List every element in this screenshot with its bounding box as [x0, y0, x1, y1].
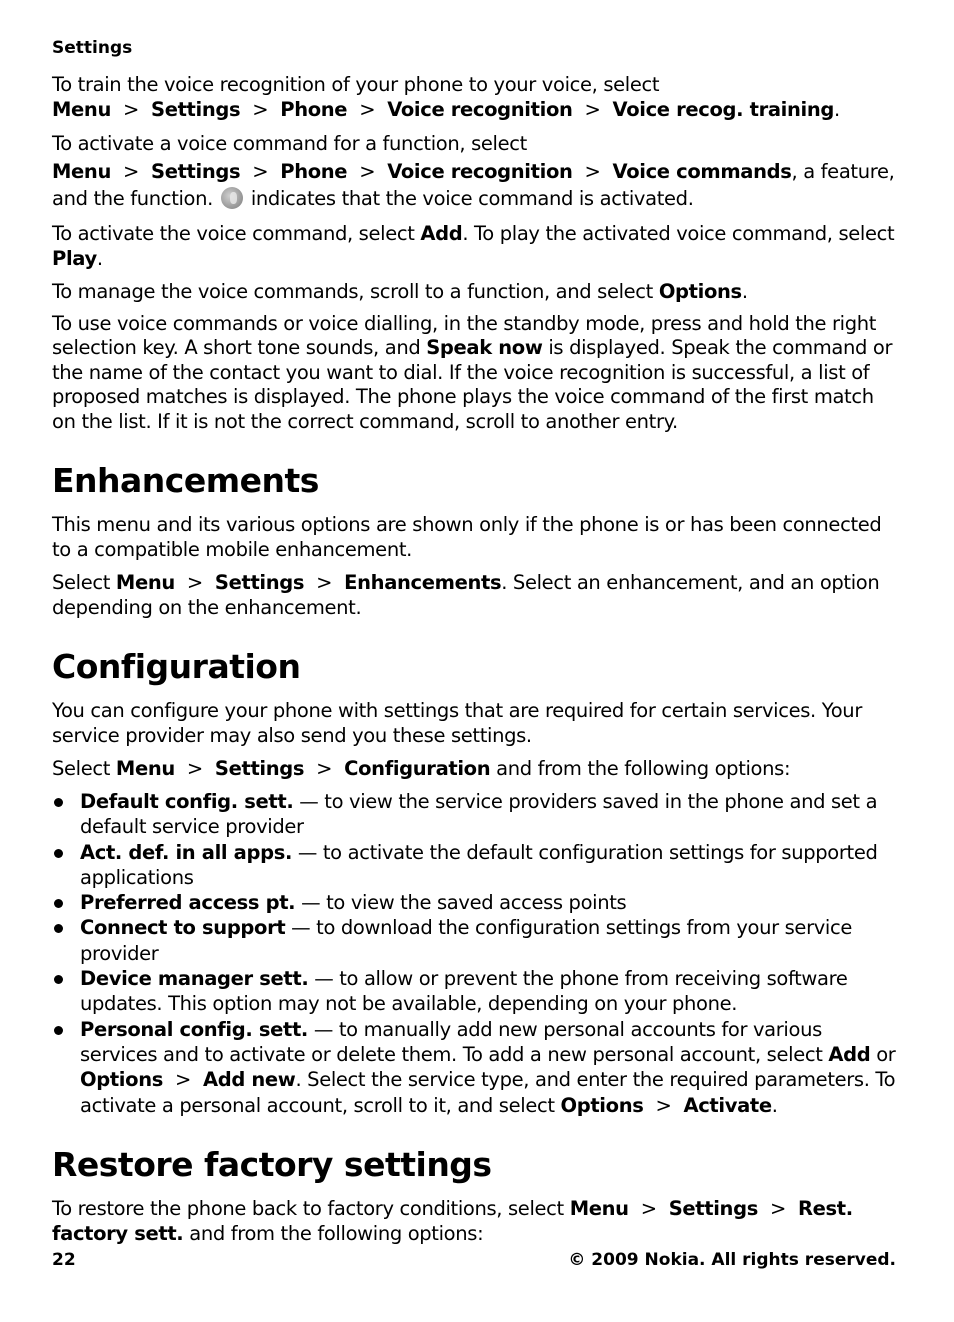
paragraph-voice-commands: To activate a voice command for a function, select Menu > Settings > Phone > Voice recognition > Voice commands, a feature, and the function. indicates that the voice command is activated.	[52, 132, 895, 210]
configuration-options-list	[52, 789, 896, 1118]
running-header: Settings	[52, 38, 133, 58]
paragraph-restore: To restore the phone back to factory conditions, select Menu > Settings > Rest. factory sett. and from the following options:	[52, 1196, 853, 1245]
paragraph-enhancements-select: Select Menu > Settings > Enhancements. Select an enhancement, and an option depending on the enhancement.	[52, 571, 880, 619]
bullet-icon	[54, 1026, 63, 1035]
document-page	[52, 38, 896, 1254]
paragraph-use-voice-commands: To use voice commands or voice dialling, in the standby mode, press and hold the right selection key. A short tone sounds, and Speak now is displayed. Speak the command or the name of the contact you want to dial. If the voice recognition is successful, a list of proposed matches is displayed. The phone plays the voice command of the first match on the list. If it is not the correct command, scroll to another entry.	[52, 311, 893, 433]
paragraph-configuration-select: Select Menu > Settings > Configuration and from the following options:	[52, 757, 791, 780]
bullet-icon	[54, 849, 63, 858]
paragraph-configuration-intro: You can configure your phone with settings that are required for certain services. Your service provider may also send you these settings.	[52, 699, 862, 747]
list-item: Preferred access pt. — to view the saved access points	[52, 890, 896, 915]
list-item: Act. def. in all apps. — to activate the default configuration settings for supported applications	[52, 840, 896, 891]
page-number: 22	[52, 1250, 76, 1270]
paragraph-manage-commands: To manage the voice commands, scroll to a function, and select Options.	[52, 279, 748, 303]
paragraph-enhancements-intro: This menu and its various options are shown only if the phone is or has been connected to a compatible mobile enhancement.	[52, 513, 882, 561]
bullet-icon	[54, 975, 63, 984]
heading-configuration: Configuration	[52, 647, 301, 686]
copyright-notice: © 2009 Nokia. All rights reserved.	[568, 1250, 896, 1270]
list-item: Device manager sett. — to allow or prevent the phone from receiving software updates. This option may not be available, depending on your phone.	[52, 966, 896, 1017]
heading-enhancements: Enhancements	[52, 461, 319, 500]
list-item: Personal config. sett. — to manually add new personal accounts for various services and to activate or delete them. To add a new personal account, select Add or Options > Add new. Select the service type, and enter the required parameters. To activate a personal account, scroll to it, and select Options > Activate.	[52, 1017, 896, 1118]
bullet-icon	[54, 924, 63, 933]
bullet-icon	[54, 798, 63, 807]
heading-restore-factory-settings: Restore factory settings	[52, 1144, 492, 1184]
voice-command-active-icon	[221, 187, 243, 209]
paragraph-activate-command: To activate the voice command, select Add. To play the activated voice command, select Play.	[52, 221, 895, 270]
bullet-icon	[54, 899, 63, 908]
list-item: Connect to support — to download the configuration settings from your service provider	[52, 915, 896, 966]
paragraph-voice-training: To train the voice recognition of your phone to your voice, select Menu > Settings > Phone > Voice recognition > Voice recog. training.	[52, 73, 840, 121]
list-item: Default config. sett. — to view the service providers saved in the phone and set a default service provider	[52, 789, 896, 840]
